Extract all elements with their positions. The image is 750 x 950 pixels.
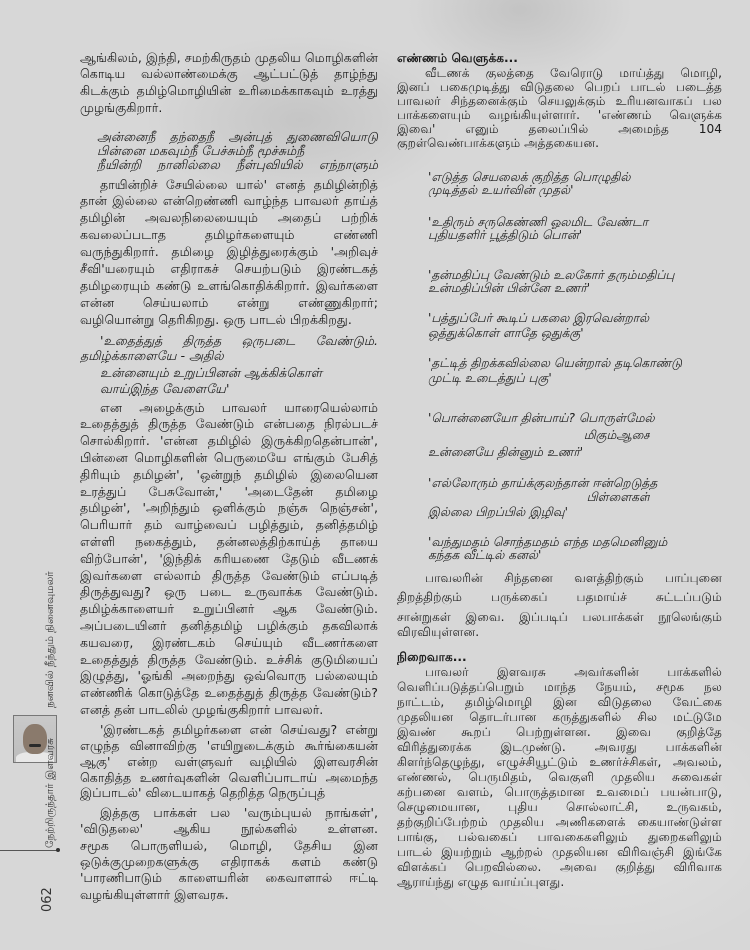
paragraph-line: தமிழன்', 'அறிந்தும் ஒளிக்கும் நஞ்சு நெஞ்சன்',: [80, 500, 378, 516]
paragraph-line: 'பாரணிபாடும் காளையரின் கைவாளால் ஈட்டி: [80, 870, 378, 886]
verse-line: புதியதளிர் பூத்திடும் பொன்': [428, 228, 583, 242]
paragraph-line: விரித்துரைக்க இடமுண்டு. அவரது பாக்களின்: [397, 739, 722, 754]
paragraph-line: உரத்துப் பேசுவோன்,' 'அடைதேன் தமிழை: [80, 483, 378, 499]
verse-line: கந்தக வீட்டில் கனல்': [428, 548, 542, 562]
paragraph-line: எண்ணிக் கொடுத்தே உதைத்துத் திருத்த வேண்டும்?: [80, 685, 378, 701]
paragraph-line: பாவலர் சிந்தனைக்கும் செயலுக்கும் உரியனவாகப் பல: [397, 93, 722, 108]
verse-line: உன்னையே தின்னும் உணர்': [428, 444, 584, 459]
paragraph-line: குறள்வெண்பாக்களும் அத்தகையன.: [397, 135, 600, 150]
paragraph-line: திருத்துவது? ஒரு படை உருவாக்க வேண்டும்.: [80, 584, 378, 600]
verse-line: அன்னைநீ தந்தைநீ அன்புத் துணைவியொடு: [97, 130, 378, 144]
paragraph-line: இப்பாடல்' விடையாகத் தெறித்த நெருப்புத்: [80, 785, 326, 801]
paragraph-line: பாவலர் இளவரசு அவர்களின் பாக்களில்: [425, 664, 722, 679]
paragraph-line: தமிழரையும் கண்டு உளங்கொதிக்கிறார். இவர்களை: [80, 277, 378, 293]
paragraph-line: தான் இல்லை என்றெண்ணி வாழ்ந்த பாவலர் தாய்த்: [80, 193, 378, 209]
paragraph-line: கிடக்கும் தமிழ்மொழியின் உரிமைக்காகவும் உரத்து: [80, 83, 378, 99]
verse-line: 'தட்டித் திறக்கவில்லை யென்றால் தடிகொண்டு: [428, 355, 682, 370]
heading-text: நிறைவாக...: [397, 650, 467, 664]
paragraph-line: வழங்கியுள்ளார் இளவரசு.: [80, 886, 229, 902]
paragraph-line: திரியும் தமிழன்', 'ஒன்றுந் தமிழில் இலையென: [80, 466, 378, 482]
paragraph-line: தாயின்றிச் சேயில்லை யால்' எனத் தமிழின்றித்: [100, 176, 378, 192]
paragraph-line: திறத்திற்கும் பருக்கைப் பதமாய்ச் சுட்டப்படும்: [397, 589, 722, 604]
verse-line: தமிழ்க்காளையே - அதில்: [80, 347, 224, 363]
paragraph-line: ஆகு' என்ற வள்ளுவர் வழியில் இளவரசின்: [80, 753, 378, 769]
paragraph-line: சான்றுகள் இவை. இப்படிப் பலபாக்கள் நூலெங்கும்: [397, 609, 722, 624]
paragraph-line: வழியொன்று தெரிகிறது. ஒரு பாடல் பிறக்கிறது.: [80, 311, 352, 327]
paragraph-line: விற்போன்', 'இந்திக் கரியணை தேடும் வீடணக்: [80, 550, 378, 566]
paragraph-line: 'விடுதலை' ஆகிய நூல்களில் உள்ளன.: [80, 821, 378, 837]
paragraph-line: ஒடுக்குமுறைகளுக்கு எதிராகக் களம் கண்டு: [80, 854, 378, 869]
verse-line: நீயின்றி நானில்லை நீள்புவியில் எந்நாளும்: [97, 158, 378, 172]
paragraph-line: கொதித்த உணர்வுகளின் வெளிப்பாடாய் அமைந்த: [80, 769, 378, 785]
paragraph-line: எழுந்த வினாவிற்கு 'எயிறுடைக்கும் கூர்ங்கையன்: [80, 737, 378, 753]
paragraph-line: கொடிய வல்லாண்மைக்கு ஆட்பட்டுத் தாழ்ந்து: [80, 66, 378, 82]
paragraph-line: சொல்கிறார். 'என்ன தமிழில் இருக்கிறதென்பான்',: [80, 433, 378, 449]
paragraph-line: 'இரண்டகத் தமிழர்களை என் செய்வது? என்று: [100, 722, 378, 738]
verse-line: முடித்தல் உயர்வின் முதல்': [428, 183, 574, 197]
paragraph-line: தற்குறிப்பேற்றம் முதலிய அணிகளைக் கையாண்டுள்ள: [397, 814, 722, 829]
verse-line: 'வந்துமதம் சொந்தமதம் எந்த மதமெனினும்: [428, 535, 668, 549]
paragraph-line: பாக்களையும் வழங்கியுள்ளார். 'எண்ணம் வெளுக்க: [397, 107, 722, 122]
verse-line: வாய்இந்த வேளையே': [100, 380, 230, 396]
verse-line: 'எடுத்த செயலைக் குறித்த பொழுதில்: [428, 170, 631, 184]
verse-line: 'தன்மதிப்பு வேண்டும் உலகோர் தரும்மதிப்பு: [428, 268, 675, 282]
paragraph-line: இவண் கூறப் பெற்றுள்ளன. இவை குறித்தே: [397, 724, 722, 739]
paragraph-line: கவலைப்படாத தமிழர்களையும் எண்ணி: [80, 227, 378, 243]
paragraph-line: இனப் பகைமுடித்து விடுதலை பெறப் பாடல் படைத்த: [397, 79, 722, 94]
paragraph-line: வீடணக் குலத்தை வேரொடு மாய்த்து மொழி,: [425, 66, 722, 80]
paragraph-line: முழங்குகிறார்.: [80, 99, 163, 115]
paragraph-line: பெரியார் தம் வாழ்வைப் பழித்தும், தனித்தமிழ்: [80, 517, 378, 533]
paragraph-line: வெளிப்படுத்தப்பெறும் மாந்த நேயம், சமூக நல: [397, 679, 722, 694]
verse-line: 'பத்துப்பேர் கூடிப் பகலை இரவென்றால்: [428, 310, 650, 325]
verse-line: 'எல்லோரும் தாய்க்குலந்தான் ஈன்றெடுத்த: [428, 476, 658, 490]
paragraph-line: தமிழ்க்காளையர் உறுப்பினர் ஆக வேண்டும்.: [80, 601, 378, 617]
paragraph-line: பாங்கு, பல்வகைப் பாவகைகளிலும் துறைகளிலும்: [397, 829, 722, 844]
paragraph-line: விரவியுள்ளன.: [397, 624, 480, 639]
paragraph-line: கற்பனை வளம், பொருத்தமான உவமைப் பயன்பாடு,: [397, 784, 722, 799]
paragraph-line: எள்ளி நகைத்தும், தன்னலத்திற்காய்த் தாயை: [80, 534, 378, 549]
paragraph-line: உதைத்துத் திருத்த வேண்டும். உச்சிக் குடுமியைப்: [80, 651, 378, 667]
paragraph-line: எனத் தன் பாடலில் முழங்குகிறார் பாவலர்.: [80, 702, 324, 717]
verse-line: 'உதிரும் சருகெண்ணி ஓலமிட வேண்டா: [428, 215, 649, 229]
verse-line: மிகும்ஆசை: [583, 427, 650, 442]
paragraph-line: சமூக பொருளியல், மொழி, தேசிய இன: [80, 837, 378, 853]
paragraph-line: பின்னை மொழிகளின் பெருமையே எங்கும் பேசித்: [80, 450, 378, 465]
paragraph-line: ஆராய்ந்து எழுத வாய்ப்புளது.: [397, 874, 565, 889]
running-book-title: நனவில் நீந்தும் நினைவுமலர்: [44, 571, 56, 708]
paragraph-line: வருந்துகிறார். தமிழை இழித்துரைக்கும் 'அறிவுச்: [80, 244, 378, 260]
paragraph-line: நாட்டம், தமிழ்மொழி இன விடுதலை வேட்கை: [397, 694, 722, 709]
paragraph-line: பாவலரின் சிந்தனை வளத்திற்கும் பாப்புனை: [425, 570, 722, 585]
paragraph-line: இழுத்து, 'ஓங்கி அறைந்து ஒவ்வொரு பல்லையும்: [80, 668, 378, 684]
paragraph-line: முதலியன தொடர்பான கருத்துகளில் சில மட்டுமே: [397, 709, 722, 724]
paragraph-line: செழுமையான, புதிய சொல்லாட்சி, உருவகம்,: [397, 799, 722, 814]
page-number: 062: [40, 887, 55, 912]
paragraph-line: விளக்கப் பெறவில்லை. அவை குறித்து விரிவாக: [397, 859, 722, 874]
paragraph-line: என அழைக்கும் பாவலர் யாரையெல்லாம்: [100, 399, 378, 415]
paragraph-line: சீவி'யரையும் எதிராகச் செயற்படும் இரண்டகத்: [80, 261, 378, 277]
paragraph-line: பாடல் இயற்றும் ஆற்றல் முதலியன விரிவஞ்சி இங்கே: [397, 844, 722, 859]
verse-line: பிள்ளைகள்: [586, 490, 650, 504]
paragraph-line: கிளர்ந்தெழுந்து, எழுச்சியூட்டும் உணர்ச்சிகள், அவலம்,: [397, 754, 722, 769]
verse-line: உன்மதிப்பின் பின்னே உணர்': [428, 281, 591, 295]
verse-line: முட்டி உடைத்துப் புகு': [428, 370, 552, 385]
verse-line: 'பொன்னையோ தின்பாய்? பொருள்மேல்: [428, 410, 655, 425]
heading-text: எண்ணம் வெளுக்க...: [397, 51, 518, 65]
paragraph-line: இவை' எனும் தலைப்பில் அமைந்த 104: [397, 121, 722, 136]
verse-line: 'உதைத்துத் திருத்த ஒருபடை வேண்டும்.: [100, 332, 378, 348]
verse-line: ஒத்துக்கொள் ளாதே ஒதுக்கு': [428, 325, 584, 340]
verse-line: உன்னையும் உறுப்பினன் ஆக்கிக்கொள்: [100, 364, 323, 380]
paragraph-line: அப்படையினர் தனித்தமிழ் பழிக்கும் தகவிலாக்: [80, 618, 378, 633]
paragraph-line: இத்தகு பாக்கள் பல 'வரும்புயல் நாங்கள்',: [100, 804, 378, 820]
margin-rule: [0, 850, 58, 851]
paragraph-line: ஆங்கிலம், இந்தி, சமற்கிருதம் முதலிய மொழிகளின்: [80, 49, 378, 65]
verse-line: பின்னை மகவும்நீ பேச்சும்நீ மூச்சும்நீ: [97, 144, 305, 158]
paragraph-line: எண்ணல், பெருமிதம், வெகுளி முதலிய சுவைகள்: [397, 769, 722, 784]
paragraph-line: தமிழின் அவலநிலையையும் அதைப் பற்றிக்: [80, 210, 378, 226]
paragraph-line: என்ன செய்யலாம் என்று எண்ணுகிறார்;: [80, 294, 378, 310]
author-caption: நேற்றிருந்தார் இளவரசு: [44, 738, 56, 848]
verse-line: இல்லை பிறப்பில் இழிவு': [428, 505, 568, 519]
margin-rule-dot: [56, 848, 60, 852]
paragraph-line: உதைத்துத் திருத்த வேண்டும் என்பதை நிரல்படச்: [80, 416, 378, 432]
paragraph-line: கயவரை, இரண்டகம் செய்யும் வீடணர்களை: [80, 634, 378, 650]
paragraph-line: இவர்களை எல்லாம் திருத்த வேண்டும் எப்படித்: [80, 567, 378, 583]
